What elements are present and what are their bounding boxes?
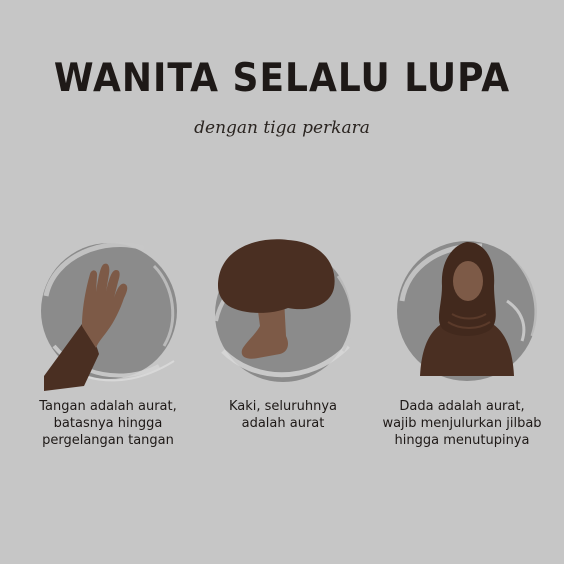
hand-icon bbox=[24, 226, 194, 396]
foot-illustration bbox=[198, 226, 368, 396]
caption-hijab bbox=[372, 398, 552, 449]
hijab-illustration bbox=[382, 226, 552, 396]
caption-line: Dada adalah aurat, bbox=[399, 399, 525, 414]
foot-icon bbox=[198, 226, 368, 396]
caption-line: Kaki, seluruhnya bbox=[228, 399, 337, 414]
hijab-woman-icon bbox=[382, 226, 552, 396]
caption-line: wajib menjulurkan jilbab bbox=[382, 416, 542, 431]
caption-line: pergelangan tangan bbox=[42, 433, 174, 448]
caption-line: hingga menutupinya bbox=[394, 433, 530, 448]
caption-foot bbox=[193, 398, 373, 432]
caption-line: Tangan adalah aurat, bbox=[39, 399, 177, 414]
caption-hand bbox=[18, 398, 198, 449]
hand-illustration bbox=[24, 226, 194, 396]
page-subtitle: dengan tiga perkara bbox=[194, 118, 370, 138]
caption-line: adalah aurat bbox=[241, 416, 325, 431]
caption-line: batasnya hingga bbox=[53, 416, 163, 431]
page-title: WANITA SELALU LUPA bbox=[53, 56, 511, 101]
